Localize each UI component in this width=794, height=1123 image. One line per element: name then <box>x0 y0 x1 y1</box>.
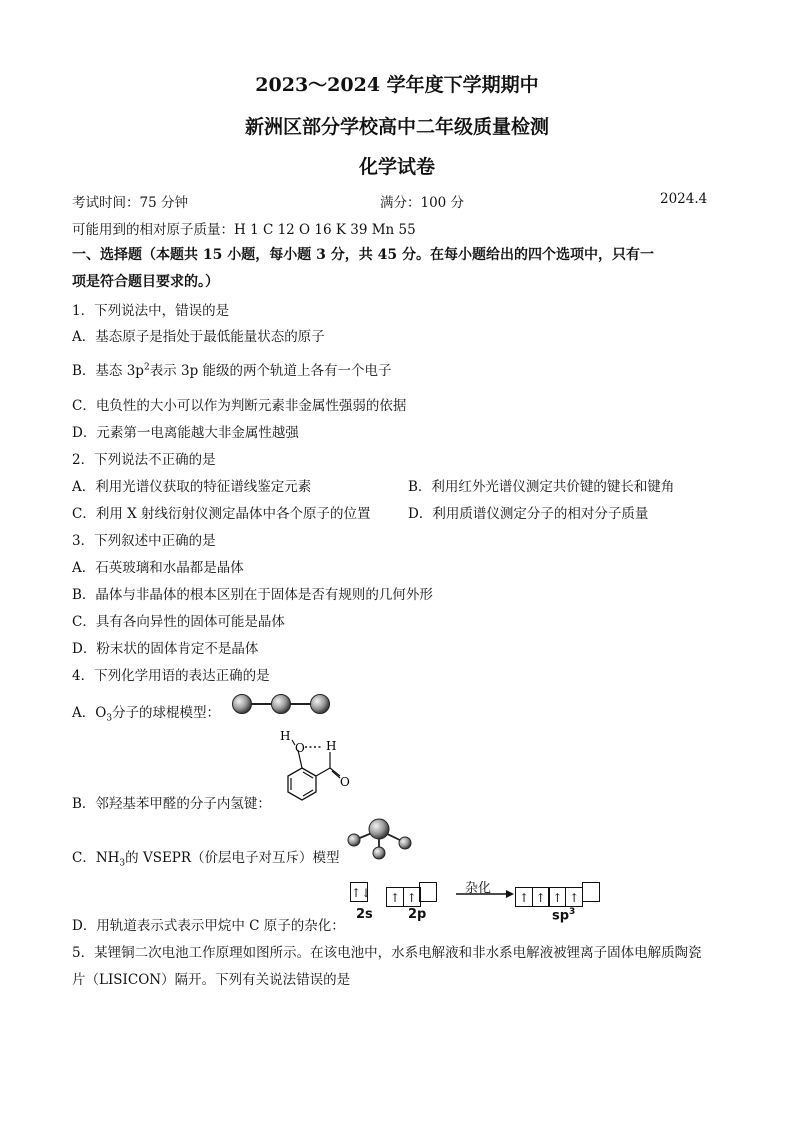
hydroxyl-o-label: O <box>295 741 305 755</box>
label-sp3-sup: 3 <box>569 907 576 917</box>
ammonia-vsepr-model <box>342 816 414 862</box>
exam-time: 考试时间：75 分钟 <box>72 195 188 211</box>
exam-subject-title: 化学试卷 <box>358 156 435 178</box>
label-2s: 2s <box>356 907 373 922</box>
orbital-sp3 <box>515 882 599 907</box>
orbital-sp3-cell-5 <box>582 882 600 902</box>
label-2p: 2p <box>408 907 427 922</box>
hydrogen-atom-1 <box>348 834 360 846</box>
hydroxyl-h-label: H <box>280 729 291 743</box>
hydrogen-atom-2 <box>399 837 411 849</box>
aldehyde-h-label: H <box>326 739 337 753</box>
section-heading-cont: 项是符合题目要求的。） <box>72 274 219 290</box>
orbital-2p-cell-2: ↑ <box>403 887 421 907</box>
q3-option-a: A．石英玻璃和水晶都是晶体 <box>72 560 244 576</box>
oxygen-atom-1 <box>233 695 252 714</box>
salicylaldehyde-structure <box>272 728 362 806</box>
q3-stem: 3．下列叙述中正确的是 <box>72 533 216 549</box>
q4-option-c <box>72 846 340 869</box>
exam-school-title: 新洲区部分学校高中二年级质量检测 <box>244 116 549 138</box>
aldehyde-o-label: O <box>340 775 350 789</box>
q2-option-a: A．利用光谱仪获取的特征谱线鉴定元素 <box>72 479 312 495</box>
q2-option-d: D．利用质谱仪测定分子的相对分子质量 <box>408 506 649 522</box>
orbital-sp3-cell-1: ↑ <box>515 887 533 907</box>
orbital-2p-cell-1: ↑ <box>386 887 404 907</box>
atomic-masses: 可能用到的相对原子质量：H 1 C 12 O 16 K 39 Mn 55 <box>72 222 416 238</box>
q1-option-c: C．电负性的大小可以作为判断元素非金属性强弱的依据 <box>72 398 407 414</box>
section-heading: 一、选择题（本题共 15 小题，每小题 3 分，共 45 分。在每小题给出的四个选项中，只有一 <box>72 247 654 263</box>
q4-a-post: 分子的球棍模型： <box>112 705 221 721</box>
arrow-right-icon <box>454 888 516 900</box>
q5-stem: 5．某锂铜二次电池工作原理如图所示。在该电池中，水系电解液和非水系电解液被锂离子固体电解质陶瓷 <box>72 945 702 961</box>
q2-option-c: C．利用 X 射线衍射仪测定晶体中各个原子的位置 <box>72 506 371 522</box>
orbital-2s-cell: ↑↓ <box>350 882 368 902</box>
oxygen-atom-2 <box>272 695 291 714</box>
oxygen-atom-3 <box>311 695 330 714</box>
q1-stem: 1．下列说法中，错误的是 <box>72 303 230 319</box>
nitrogen-atom <box>369 819 389 839</box>
hydrogen-atom-3 <box>373 847 385 859</box>
q2-option-b: B．利用红外光谱仪测定共价键的键长和键角 <box>408 479 675 495</box>
q2-stem: 2．下列说法不正确的是 <box>72 452 216 468</box>
q4-a-pre: A．O <box>72 705 107 721</box>
orbital-sp3-cell-3: ↑ <box>548 887 566 907</box>
q4-option-d: D．用轨道表示式表示甲烷中 C 原子的杂化： <box>72 918 345 934</box>
q4-c-pre: C．NH <box>72 850 120 866</box>
q1-b-pre: B．基态 3p <box>72 363 144 379</box>
q1-b-post: 表示 3p 能级的两个轨道上各有一个电子 <box>149 363 392 379</box>
exam-term-title: 2023～2024 学年度下学期期中 <box>255 74 539 96</box>
orbital-sp3-cell-4: ↑ <box>565 887 583 907</box>
hybridization-label: 杂化 <box>465 881 492 896</box>
exam-date: 2024.4 <box>660 191 708 207</box>
q3-option-d: D．粉末状的固体肯定不是晶体 <box>72 641 259 657</box>
exam-full-score: 满分：100 分 <box>380 195 465 211</box>
q3-option-c: C．具有各向异性的固体可能是晶体 <box>72 614 285 630</box>
orbital-sp3-cell-2: ↑ <box>532 887 550 907</box>
q4-a-sub: 3 <box>106 713 113 724</box>
q1-b-sup: 2 <box>143 362 150 373</box>
orbital-2s <box>350 882 372 902</box>
label-sp3-base: sp <box>552 908 570 924</box>
q4-c-sub: 3 <box>119 858 126 869</box>
orbital-hybridization-diagram <box>350 874 610 930</box>
q5-stem-cont: 片（LISICON）隔开。下列有关说法错误的是 <box>72 972 351 988</box>
q1-option-a: A．基态原子是指处于最低能量状态的原子 <box>72 329 325 345</box>
q1-option-d: D．元素第一电离能越大非金属性越强 <box>72 425 299 441</box>
q4-stem: 4．下列化学用语的表达正确的是 <box>72 668 270 684</box>
ozone-ball-stick-model <box>228 690 334 718</box>
orbital-2p-cell-3 <box>419 882 437 902</box>
label-sp3 <box>552 907 575 923</box>
orbital-2p <box>386 882 436 907</box>
q1-option-b <box>72 359 392 379</box>
q4-c-post: 的 VSEPR（价层电子对互斥）模型 <box>125 850 340 866</box>
q4-option-b: B．邻羟基苯甲醛的分子内氢键： <box>72 796 271 812</box>
q4-option-a <box>72 701 220 724</box>
q3-option-b: B．晶体与非晶体的根本区别在于固体是否有规则的几何外形 <box>72 587 433 603</box>
